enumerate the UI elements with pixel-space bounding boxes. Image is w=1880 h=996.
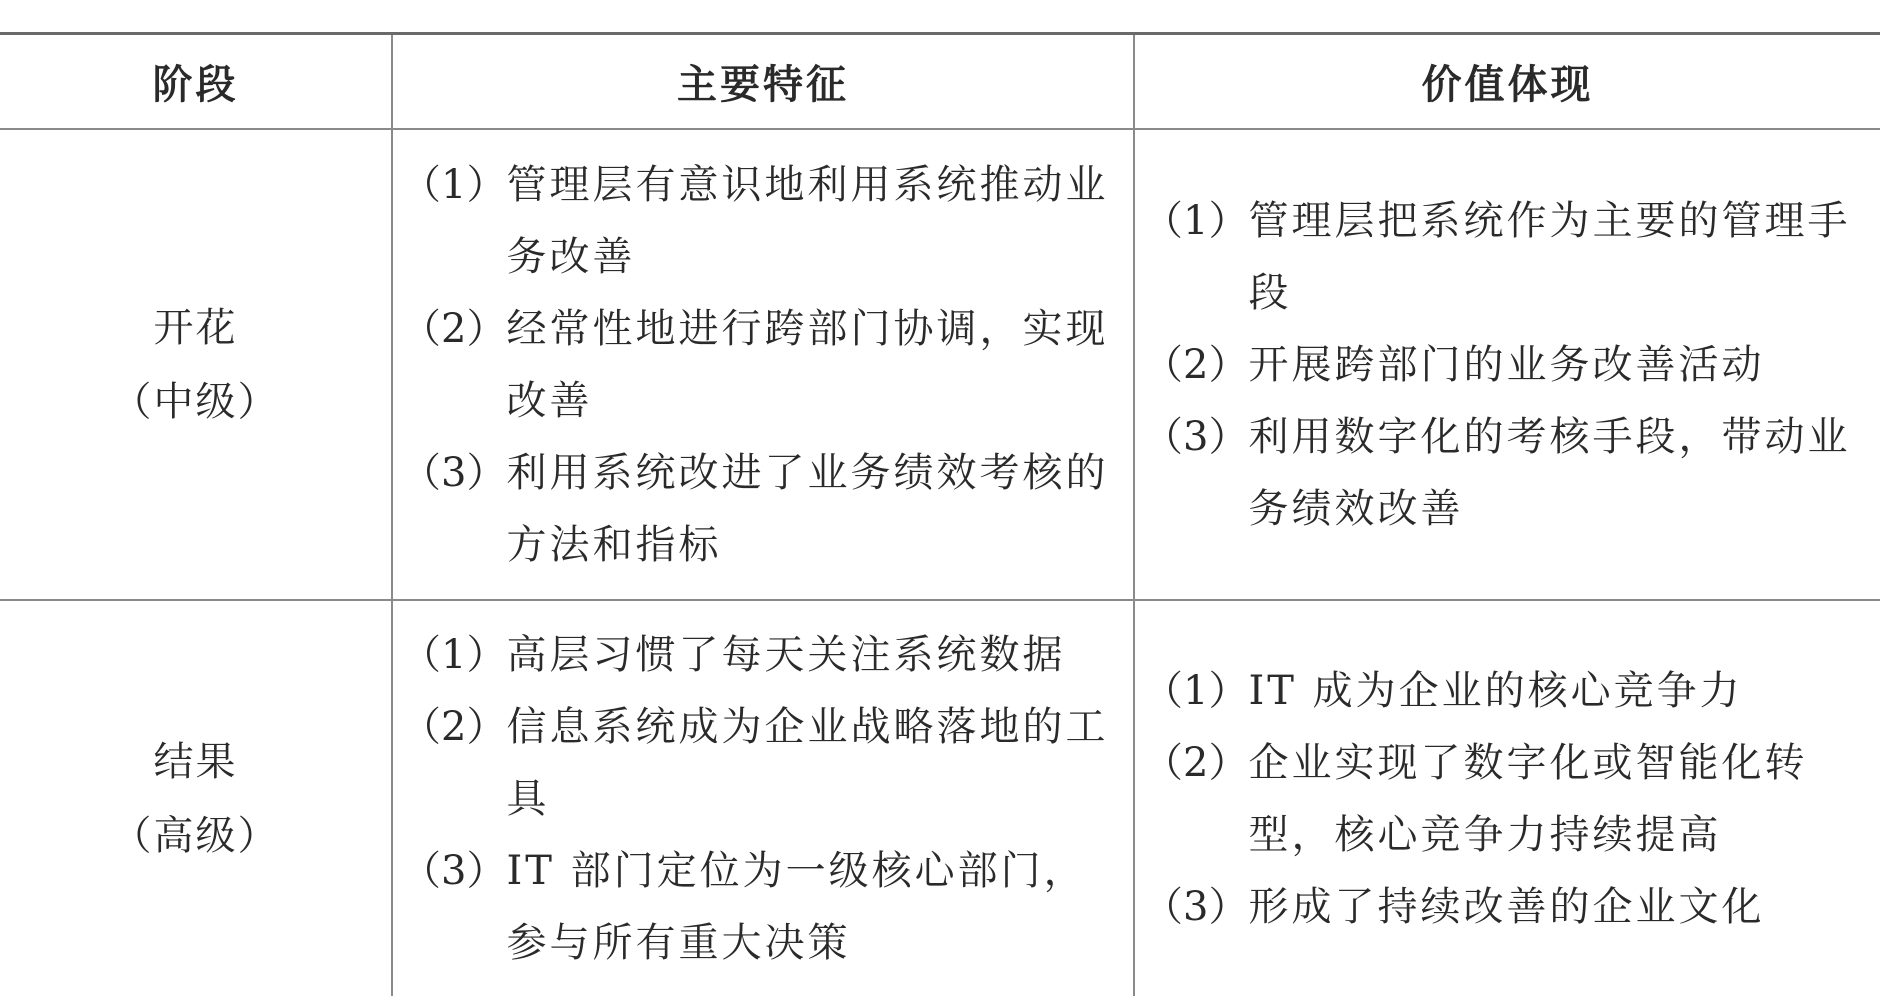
header-features: 主要特征	[392, 34, 1134, 130]
item-text: IT 部门定位为一级核心部门，参与所有重大决策	[506, 847, 1087, 966]
item-number: （1）	[1143, 667, 1249, 714]
list-item	[1143, 727, 1866, 871]
item-number: （1）	[401, 161, 507, 208]
stage-level: （中级）	[111, 378, 280, 425]
list-item	[401, 437, 1119, 581]
item-text: 高层习惯了每天关注系统数据	[506, 631, 1066, 678]
item-text: 形成了持续改善的企业文化	[1248, 883, 1765, 930]
table-row	[0, 129, 1880, 600]
item-text: 经常性地进行跨部门协调，实现改善	[506, 305, 1109, 424]
item-number: （2）	[1143, 341, 1249, 388]
item-text: IT 成为企业的核心竞争力	[1248, 667, 1743, 714]
item-number: （1）	[401, 631, 507, 678]
item-number: （3）	[401, 449, 507, 496]
list-item	[401, 691, 1119, 835]
item-number: （3）	[1143, 413, 1249, 460]
list-item	[401, 293, 1119, 437]
list-item	[401, 619, 1119, 691]
list-item	[1143, 871, 1866, 943]
stage-cell	[0, 129, 392, 600]
stage-level: （高级）	[111, 812, 280, 859]
list-item	[1143, 329, 1866, 401]
item-text: 开展跨部门的业务改善活动	[1248, 341, 1765, 388]
list-item	[1143, 401, 1866, 545]
features-cell	[392, 600, 1134, 996]
item-text: 管理层有意识地利用系统推动业务改善	[506, 161, 1109, 280]
stage-name: 结果	[153, 738, 238, 785]
stage-name: 开花	[153, 304, 238, 351]
features-cell	[392, 129, 1134, 600]
list-item	[1143, 655, 1866, 727]
list-item	[401, 149, 1119, 293]
value-list	[1135, 185, 1880, 545]
features-list	[393, 149, 1133, 581]
item-text: 利用数字化的考核手段，带动业务绩效改善	[1248, 413, 1851, 532]
item-number: （3）	[401, 847, 507, 894]
table-row	[0, 600, 1880, 996]
item-number: （3）	[1143, 883, 1249, 930]
list-item	[401, 835, 1119, 979]
item-number: （2）	[1143, 739, 1249, 786]
item-number: （2）	[401, 703, 507, 750]
stage-table	[0, 32, 1880, 996]
list-item	[1143, 185, 1866, 329]
item-number: （2）	[401, 305, 507, 352]
features-list	[393, 619, 1133, 979]
header-stage: 阶段	[0, 34, 392, 130]
item-text: 企业实现了数字化或智能化转型，核心竞争力持续提高	[1248, 739, 1808, 858]
value-list	[1135, 655, 1880, 943]
item-text: 利用系统改进了业务绩效考核的方法和指标	[506, 449, 1109, 568]
stage-cell	[0, 600, 392, 996]
item-text: 管理层把系统作为主要的管理手段	[1248, 197, 1851, 316]
header-row	[0, 34, 1880, 130]
item-number: （1）	[1143, 197, 1249, 244]
item-text: 信息系统成为企业战略落地的工具	[506, 703, 1109, 822]
value-cell	[1134, 129, 1880, 600]
header-value: 价值体现	[1134, 34, 1880, 130]
value-cell	[1134, 600, 1880, 996]
